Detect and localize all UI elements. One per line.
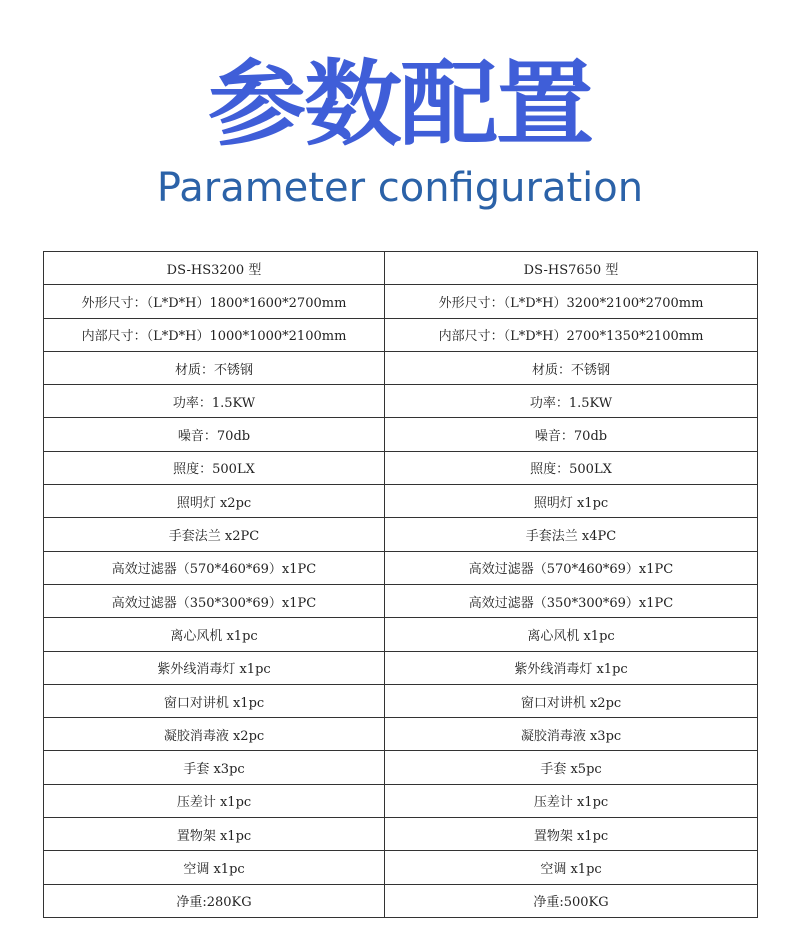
table-cell: 紫外线消毒灯 x1pc: [385, 651, 758, 684]
table-cell: 离心风机 x1pc: [44, 618, 385, 651]
table-row: [44, 851, 758, 884]
table-cell: 高效过滤器（350*300*69）x1PC: [385, 584, 758, 617]
table-cell: 内部尺寸：（L*D*H）1000*1000*2100mm: [44, 318, 385, 351]
table-cell: 高效过滤器（570*460*69）x1PC: [385, 551, 758, 584]
page-title-chinese: 参数配置: [207, 50, 592, 160]
table-cell: 净重:280KG: [44, 884, 385, 917]
table-row: [44, 485, 758, 518]
table-cell: 照度：500LX: [385, 451, 758, 484]
table-cell: 高效过滤器（350*300*69）x1PC: [44, 584, 385, 617]
table-cell: 凝胶消毒液 x3pc: [385, 718, 758, 751]
table-cell: 窗口对讲机 x2pc: [385, 684, 758, 717]
table-row: [44, 318, 758, 351]
table-cell: 手套 x3pc: [44, 751, 385, 784]
table-cell: 材质：不锈钢: [385, 351, 758, 384]
table-cell: 照度：500LX: [44, 451, 385, 484]
table-cell: 紫外线消毒灯 x1pc: [44, 651, 385, 684]
spec-table-body: [44, 252, 758, 918]
table-cell: DS-HS3200 型: [44, 252, 385, 285]
table-row: [44, 451, 758, 484]
table-cell: 外形尺寸：（L*D*H）3200*2100*2700mm: [385, 285, 758, 318]
table-row: [44, 884, 758, 917]
table-cell: 照明灯 x2pc: [44, 485, 385, 518]
page-title-english: Parameter configuration: [156, 165, 644, 211]
table-row: [44, 818, 758, 851]
table-cell: 外形尺寸：（L*D*H）1800*1600*2700mm: [44, 285, 385, 318]
table-row: [44, 351, 758, 384]
table-row: [44, 518, 758, 551]
table-cell: 高效过滤器（570*460*69）x1PC: [44, 551, 385, 584]
table-row: [44, 551, 758, 584]
table-cell: 窗口对讲机 x1pc: [44, 684, 385, 717]
table-row: [44, 285, 758, 318]
table-row: [44, 584, 758, 617]
table-cell: 手套 x5pc: [385, 751, 758, 784]
table-cell: 内部尺寸：（L*D*H）2700*1350*2100mm: [385, 318, 758, 351]
table-row: [44, 751, 758, 784]
table-cell: 净重:500KG: [385, 884, 758, 917]
table-cell: 置物架 x1pc: [44, 818, 385, 851]
table-cell: 照明灯 x1pc: [385, 485, 758, 518]
table-cell: 空调 x1pc: [44, 851, 385, 884]
table-cell: 功率：1.5KW: [385, 385, 758, 418]
table-cell: 噪音：70db: [385, 418, 758, 451]
table-row: [44, 385, 758, 418]
table-cell: 凝胶消毒液 x2pc: [44, 718, 385, 751]
table-row: [44, 651, 758, 684]
table-cell: 压差计 x1pc: [385, 784, 758, 817]
table-cell: 手套法兰 x2PC: [44, 518, 385, 551]
table-row: [44, 418, 758, 451]
table-cell: 空调 x1pc: [385, 851, 758, 884]
spec-table: [43, 251, 758, 918]
table-cell: 噪音：70db: [44, 418, 385, 451]
table-cell: 置物架 x1pc: [385, 818, 758, 851]
table-cell: 功率：1.5KW: [44, 385, 385, 418]
table-row: [44, 684, 758, 717]
table-row: [44, 618, 758, 651]
table-row: [44, 784, 758, 817]
table-row-model: [44, 252, 758, 285]
table-cell: 材质：不锈钢: [44, 351, 385, 384]
table-cell: 离心风机 x1pc: [385, 618, 758, 651]
table-cell: DS-HS7650 型: [385, 252, 758, 285]
table-cell: 手套法兰 x4PC: [385, 518, 758, 551]
table-row: [44, 718, 758, 751]
table-cell: 压差计 x1pc: [44, 784, 385, 817]
